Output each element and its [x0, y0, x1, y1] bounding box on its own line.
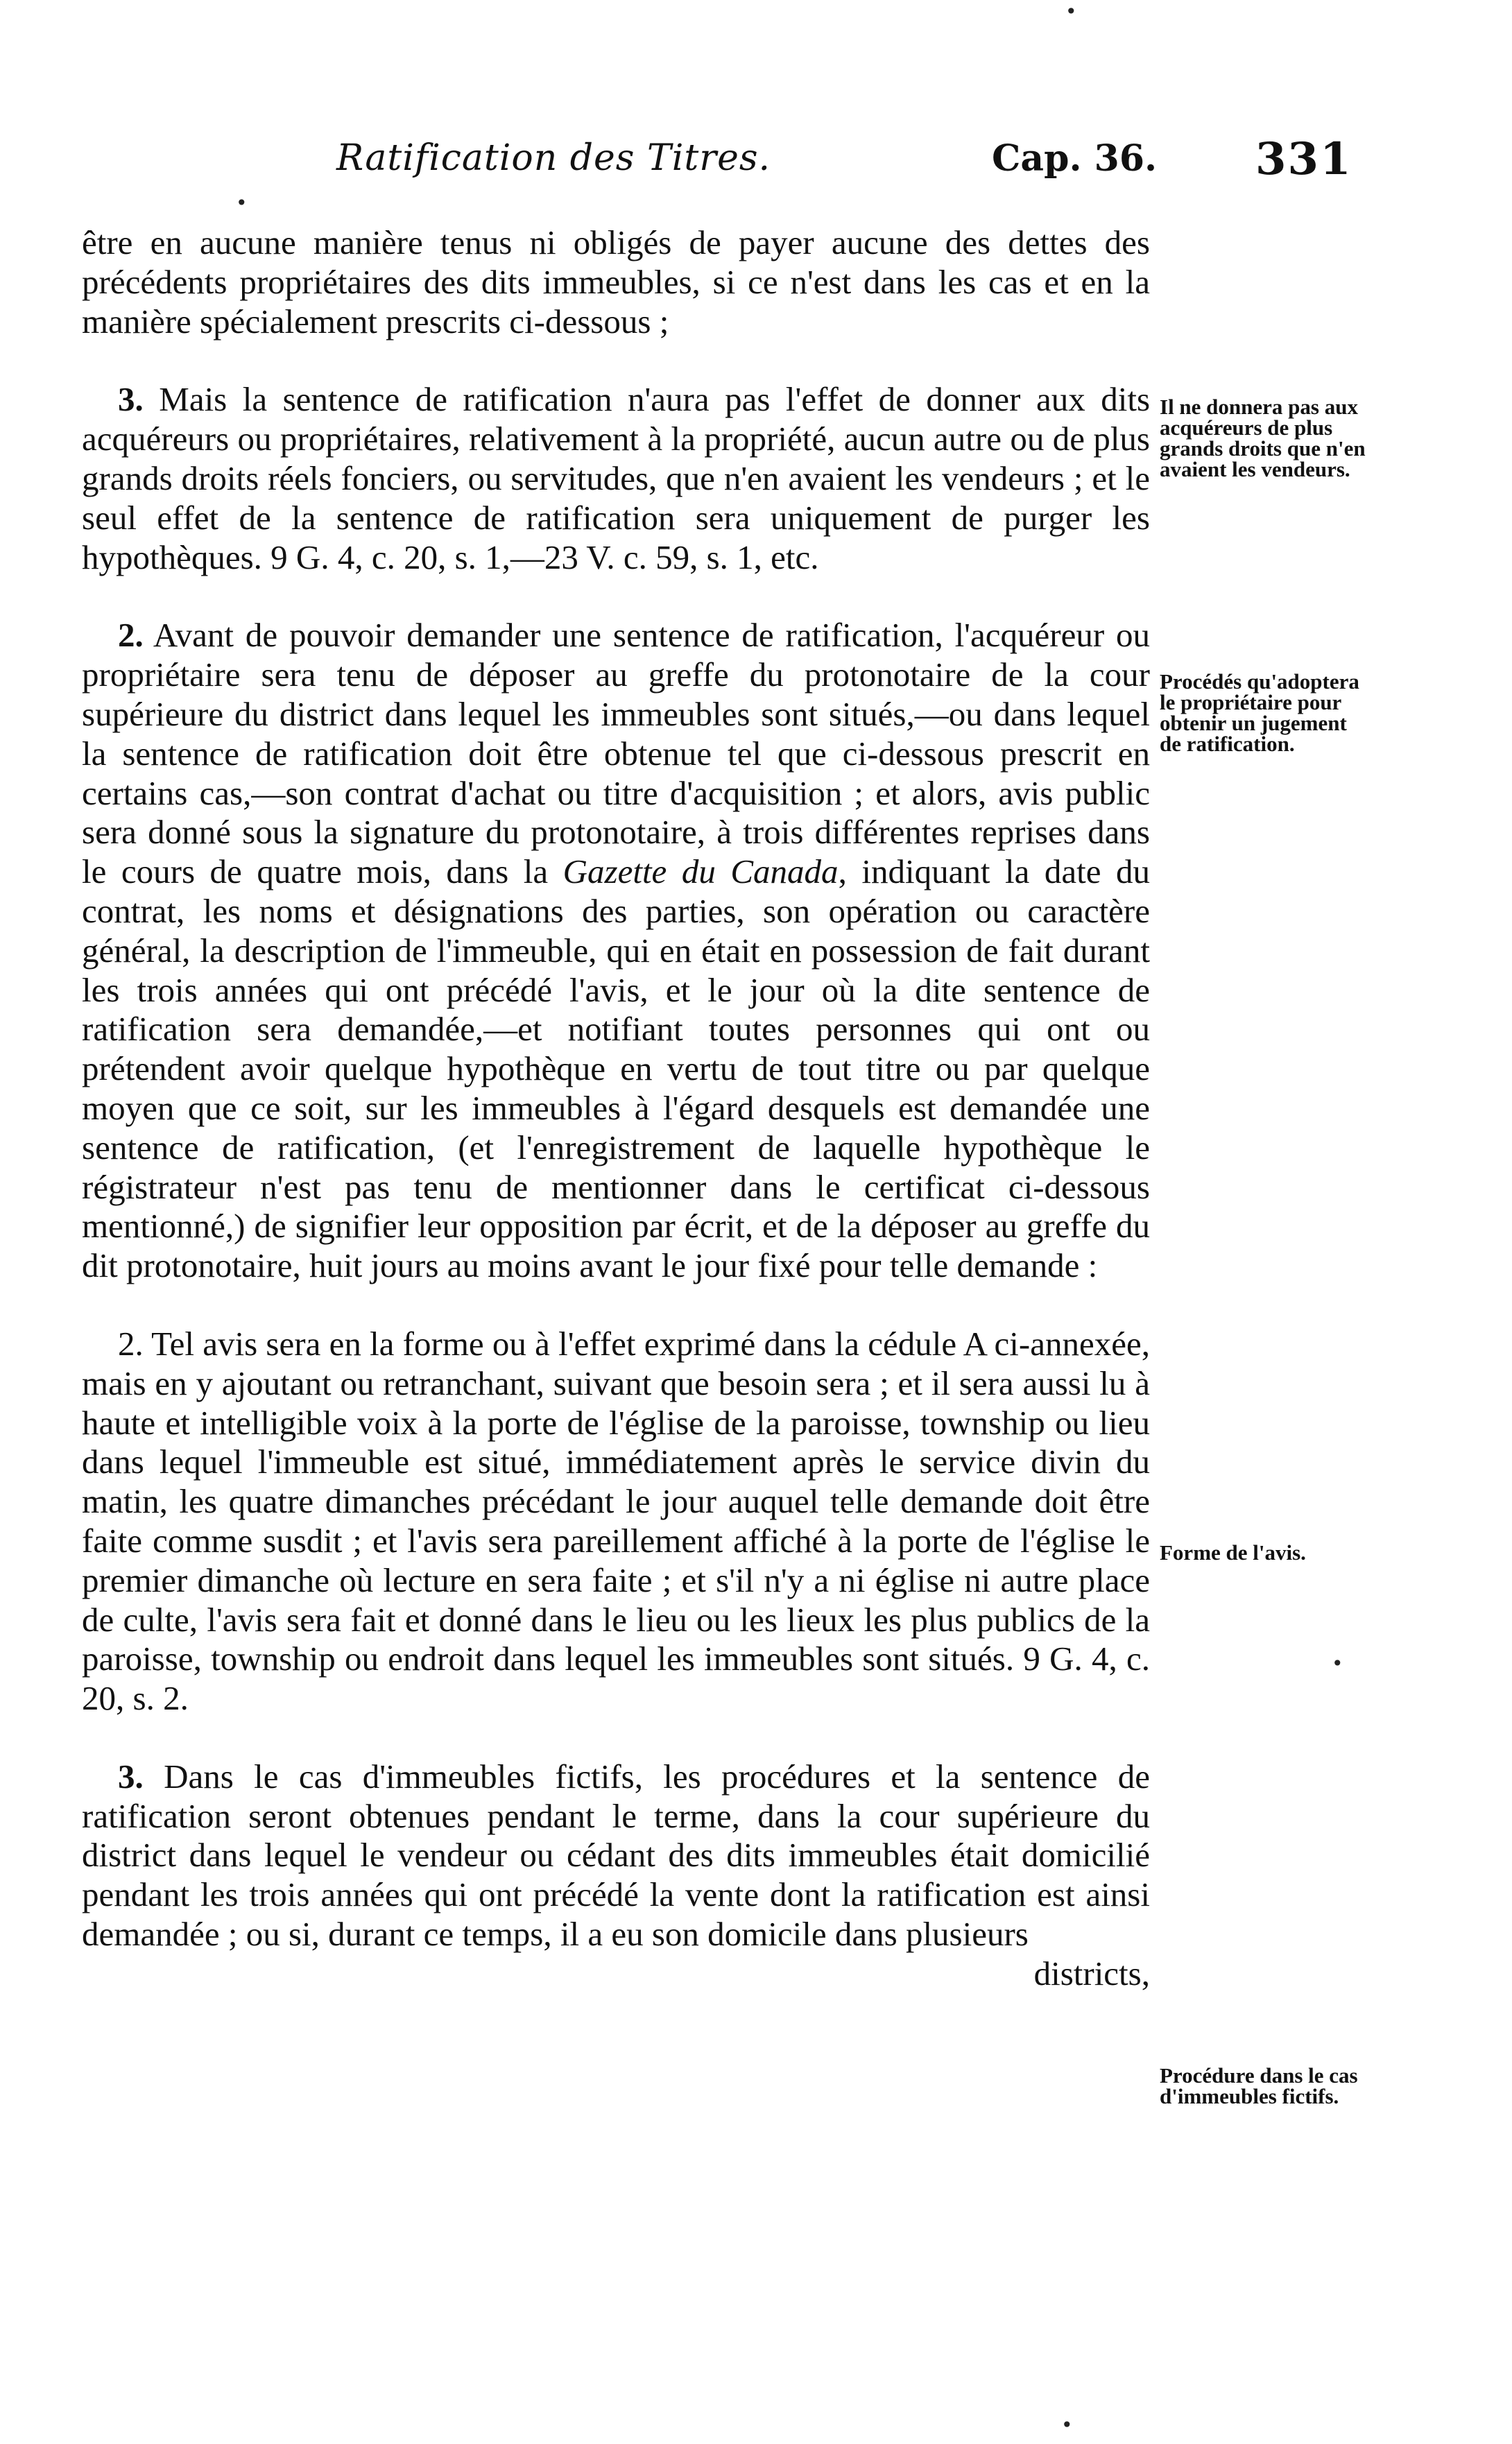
- main-text: [82, 223, 1150, 1994]
- paragraph-continuation: [82, 223, 1150, 341]
- running-header: [83, 133, 1373, 193]
- page-number: 331: [1255, 133, 1352, 185]
- section-number: 2.: [118, 1324, 144, 1363]
- paragraph-text: Avant de pouvoir demander une sentence de ratification, l'acquéreur ou propriétaire sera tenu de déposer au greffe du protonotaire de la cour supérieure du district dans lequel les immeubles sont situés,—ou dans lequel la sentence de ratification doit être obtenue tel que ci-dessous prescrit en certains cas,—son contrat d'achat ou titre d'acquisition ; et alors, avis public sera donné sous la signature du protonotaire, à trois différentes reprises dans le cours de quatre mois, dans la: [82, 616, 1150, 891]
- ink-speck-right: •: [1332, 1652, 1343, 1675]
- margin-note: Procédure dans le cas d'immeubles fictifs.: [1160, 2063, 1358, 2108]
- running-title: Ratification des Titres.: [336, 137, 771, 179]
- paragraph-text: Tel avis sera en la forme ou à l'effet exprimé dans la cédule A ci-annexée, mais en y ajoutant ou retranchant, suivant que besoin sera ; et il sera aussi lu à haute et intelligible voix à la porte de l'église de la paroisse, township ou lieu dans lequel l'immeuble est situé, immédiatement après le service divin du matin, les quatre dimanches précédant le jour auquel telle demande doit être faite comme susdit ; et l'avis sera pareillement affiché à la porte de l'église le premier dimanche où lecture en sera faite ; et s'il n'y a ni église ni autre place de culte, l'avis sera fait et donné dans le lieu ou les lieux les plus publics de la paroisse, township ou endroit dans lequel les immeubles sont situés. 9 G. 4, c. 20, s. 2.: [82, 1324, 1150, 1718]
- paragraph-subsection-2: [82, 1325, 1150, 1719]
- paragraph-text-continued: , indiquant la date du contrat, les noms et désignations des parties, son opération ou caractère général, la description de l'immeuble, qui en était en possession de fait durant les trois années qui ont précédé l'avis, et le jour où la dite sentence de ratification sera demandée,—et notifiant toutes personnes qui ont ou prétendent avoir quelque hypothèque en vertu de tout titre ou par quelque moyen que ce soit, sur les immeubles à l'égard desquels est demandée une sentence de ratification, (et l'enregistrement de laquelle hypothèque le régistrateur n'est pas tenu de mentionner dans le certificat ci-dessous mentionné,) de signifier leur opposition par écrit, et de la déposer au greffe du dit protonotaire, huit jours au moins avant le jour fixé pour telle demande :: [82, 852, 1150, 1285]
- paragraph-article-3: [82, 1757, 1150, 1954]
- ink-speck-top: •: [1065, 0, 1077, 23]
- catchword-line: [82, 1954, 1150, 1994]
- chapter-label: Cap. 36.: [992, 137, 1158, 180]
- paragraph-text: Dans le cas d'immeubles fictifs, les procédures et la sentence de ratification seront obtenues pendant le terme, dans la cour supérieure du district dans lequel le vendeur ou cédant des dits immeubles était domicilié pendant les trois années qui ont précédé la vente dont la ratification est ainsi demandée ; ou si, durant ce temps, il a eu son domicile dans plusieurs: [82, 1757, 1151, 1954]
- ink-speck-header: •: [236, 191, 248, 214]
- margin-note: Forme de l'avis.: [1160, 1540, 1306, 1565]
- ink-speck-bottom: •: [1061, 2413, 1073, 2436]
- italic-publication-name: Gazette du Canada: [562, 852, 839, 891]
- catchword: districts,: [1033, 1954, 1150, 1993]
- paragraph-article-2: [82, 616, 1150, 1286]
- paragraph-text: être en aucune manière tenus ni obligés de payer aucune des dettes des précédents propriétaires des dits immeubles, si ce n'est dans les cas et en la manière spécialement prescrits ci-dessous ;: [82, 223, 1150, 341]
- section-number: 3.: [118, 1757, 144, 1796]
- margin-note: Procédés qu'adoptera le propriétaire pour obtenir un jugement de ratification.: [1160, 669, 1359, 756]
- paragraph-section-3: [82, 380, 1150, 577]
- section-number: 3.: [118, 380, 144, 419]
- section-number: 2.: [118, 616, 144, 655]
- margin-note: Il ne donnera pas aux acquéreurs de plus grands droits que n'en avaient les vendeurs.: [1160, 395, 1366, 481]
- paragraph-text: Mais la sentence de ratification n'aura pas l'effet de donner aux dits acquéreurs ou propriétaires, relativement à la propriété, aucun autre ou de plus grands droits réels fonciers, ou servitudes, que n'en avaient les vendeurs ; et le seul effet de la sentence de ratification sera uniquement de purger les hypothèques. 9 G. 4, c. 20, s. 1,—23 V. c. 59, s. 1, etc.: [82, 380, 1151, 576]
